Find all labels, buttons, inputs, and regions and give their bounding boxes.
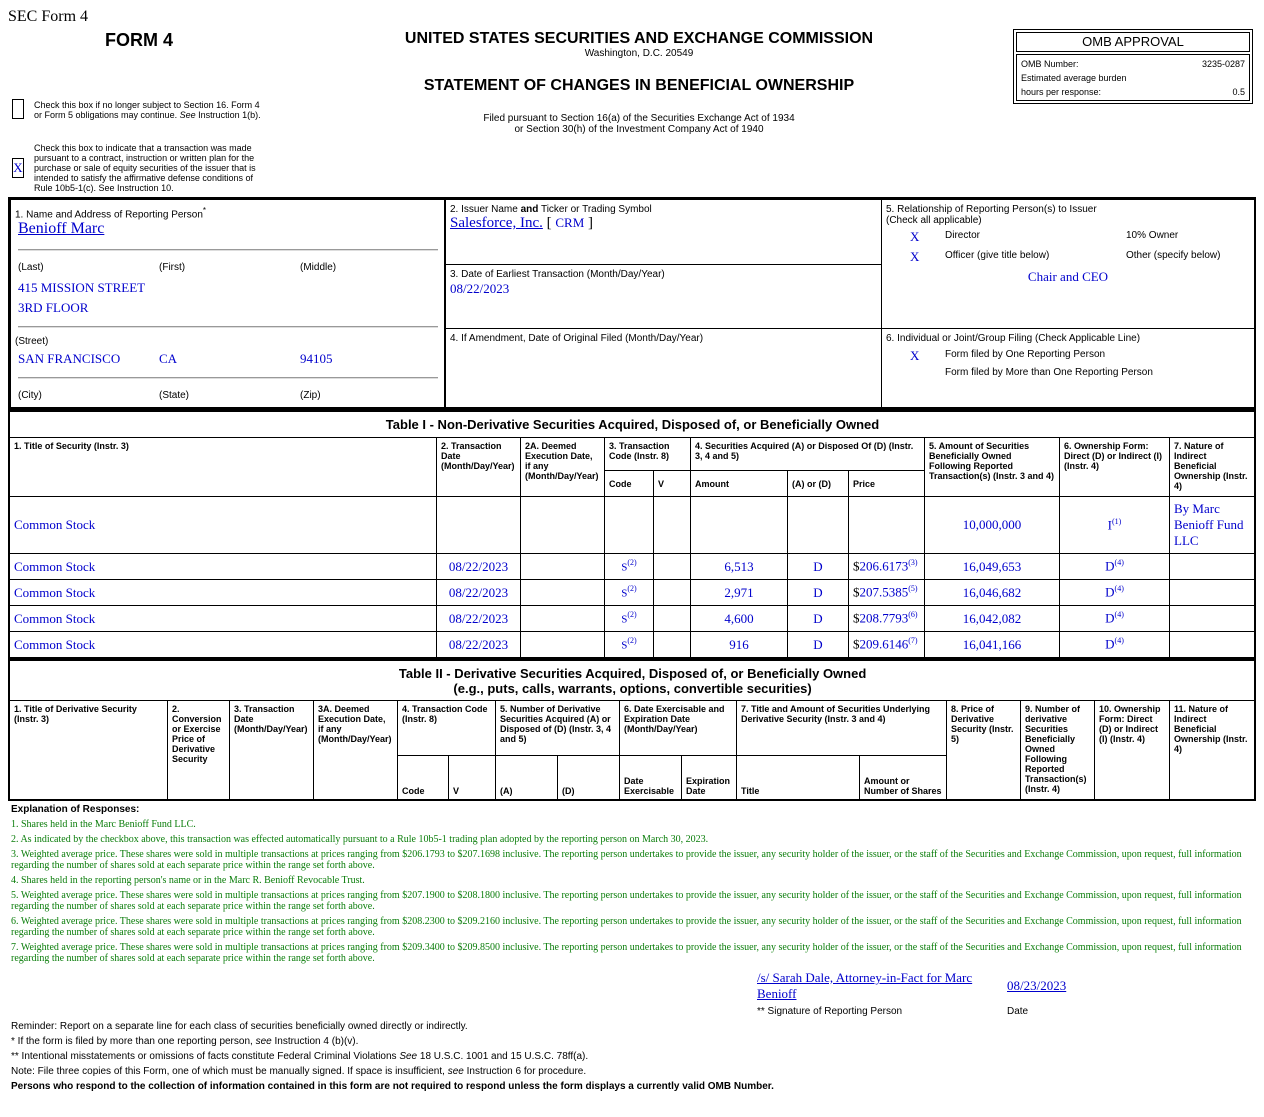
v-flag xyxy=(654,497,691,554)
note-misstatements: ** Intentional misstatements or omissions of facts constitute Federal Criminal Violations See 18 U.S.C. 1001 and 15 U.S.C. 78ff(a). xyxy=(11,1051,589,1062)
section16-checkbox[interactable] xyxy=(12,99,24,119)
note-multiple-persons: * If the form is filed by more than one reporting person, see Instruction 4 (b)(v). xyxy=(11,1036,359,1047)
deemed-date xyxy=(521,606,605,632)
signature-date-link[interactable]: 08/23/2023 xyxy=(1007,978,1067,993)
footnote-2: 2. As indicated by the checkbox above, this transaction was effected automatically pursuant to a Rule 10b5-1 trading plan adopted by the reporting person on March 30, 2023. xyxy=(11,834,709,845)
issuer-name-link[interactable]: Salesforce, Inc. xyxy=(450,215,543,231)
transaction-code: $S^{(2)}$ xyxy=(605,632,654,658)
note-copies: Note: File three copies of this Form, one of which must be manually signed. If space is insufficient, see Instruction 6 for procedure. xyxy=(11,1066,587,1077)
owned-after: 16,041,166 xyxy=(925,632,1060,658)
table1-title: Table I - Non-Derivative Securities Acquired, Disposed of, or Beneficially Owned xyxy=(10,412,1256,438)
t1-h-date: 2. Transaction Date (Month/Day/Year) xyxy=(437,438,521,497)
box5-relationship xyxy=(881,199,1255,329)
table2-derivative xyxy=(9,660,1256,800)
transaction-date xyxy=(437,497,521,554)
section16-text: Check this box if no longer subject to Section 16. Form 4 or Form 5 obligations may continue. See Instruction 1(b). xyxy=(34,100,261,120)
v-flag xyxy=(654,554,691,580)
acquired-or-disposed: D xyxy=(788,632,849,658)
t2-h-nature: 11. Nature of Indirect Beneficial Ownership (Instr. 4) xyxy=(1170,701,1256,800)
agency-location: Washington, D.C. 20549 xyxy=(584,48,694,59)
box2-issuer xyxy=(445,199,882,265)
state-label: (State) xyxy=(159,390,190,401)
transaction-code: $S^{(2)}$ xyxy=(605,580,654,606)
footnote-4: 4. Shares held in the reporting person's name or in the Marc R. Benioff Revocable Trust. xyxy=(11,875,365,886)
box3-label: 3. Date of Earliest Transaction (Month/Day/Year) xyxy=(450,269,665,280)
table2-title: Table II - Derivative Securities Acquired, Disposed of, or Beneficially Owned (e.g., puts, calls, warrants, options, convertible securities) xyxy=(10,661,1256,701)
nature-of-ownership xyxy=(1170,580,1256,606)
amount: 916 xyxy=(691,632,788,658)
t2-h-conversion: 2. Conversion or Exercise Price of Derivative Security xyxy=(168,701,230,800)
t2-h-owned: 9. Number of derivative Securities Beneficially Owned Following Reported Transaction(s) (Instr. 4) xyxy=(1021,701,1095,800)
footnote-5: 5. Weighted average price. These shares were sold in multiple transactions at prices ranging from $207.1900 to $208.1800 inclusive. The reporting person undertakes to provide the issuer, any security holder of the issuer, or the staff of the Securities and Exchange Commission, upon request, full information regarding the number of shares sold at each separate price within the range set forth above. xyxy=(11,890,1242,912)
security-title: Common Stock xyxy=(10,580,437,606)
t2-h-title-sub: Title xyxy=(737,756,860,800)
t2-h-price: 8. Price of Derivative Security (Instr. 5) xyxy=(947,701,1021,800)
owned-after: 16,049,653 xyxy=(925,554,1060,580)
zip-label: (Zip) xyxy=(300,390,321,401)
t2-h-d-sub: (D) xyxy=(558,756,620,800)
box5-label: 5. Relationship of Reporting Person(s) to Issuer (Check all applicable) xyxy=(886,204,1097,226)
t2-h-date: 3. Transaction Date (Month/Day/Year) xyxy=(230,701,314,800)
transaction-date: 08/22/2023 xyxy=(437,580,521,606)
v-flag xyxy=(654,606,691,632)
transaction-date: 08/22/2023 xyxy=(437,632,521,658)
t1-h-code: 3. Transaction Code (Instr. 8) xyxy=(605,438,691,471)
t1-h-deemed: 2A. Deemed Execution Date, if any (Month/Day/Year) xyxy=(521,438,605,497)
security-title: Common Stock xyxy=(10,632,437,658)
box4-amendment xyxy=(445,328,882,408)
omb-burden: 0.5 xyxy=(1232,87,1245,97)
price: $208.7793$^{(6)}$ xyxy=(849,606,925,632)
omb-approval-box xyxy=(1013,29,1253,104)
city-label: (City) xyxy=(18,390,42,401)
t2-h-amount-sub: Amount or Number of Shares xyxy=(860,756,947,800)
security-title: Common Stock xyxy=(10,497,437,554)
signature-link[interactable]: /s/ Sarah Dale, Attorney-in-Fact for Marc Benioff xyxy=(757,970,973,1001)
amount: 4,600 xyxy=(691,606,788,632)
t2-h-title: 1. Title of Derivative Security (Instr. 3) xyxy=(10,701,168,800)
acquired-or-disposed: D xyxy=(788,580,849,606)
t1-h-code-sub: Code xyxy=(605,471,654,497)
v-flag xyxy=(654,632,691,658)
owned-after: 16,042,082 xyxy=(925,606,1060,632)
ten-percent-owner-label: 10% Owner xyxy=(1126,230,1179,241)
omb-burden-label2: hours per response: xyxy=(1021,87,1102,97)
price: $209.6146$^{(7)}$ xyxy=(849,632,925,658)
table-row xyxy=(10,632,1256,658)
omb-number: 3235-0287 xyxy=(1201,59,1245,69)
footnote-6: 6. Weighted average price. These shares were sold in multiple transactions at prices ranging from $208.2300 to $209.2160 inclusive. The reporting person undertakes to provide the issuer, any security holder of the issuer, or the staff of the Securities and Exchange Commission, upon request, full information regarding the number of shares sold at each separate price within the range set forth above. xyxy=(11,916,1242,938)
nature-of-ownership: By Marc Benioff Fund LLC xyxy=(1170,497,1256,554)
omb-details xyxy=(1016,54,1250,101)
street-line2: 3RD FLOOR xyxy=(18,300,89,315)
more-persons-label: Form filed by More than One Reporting Person xyxy=(945,367,1153,378)
footnote-3: 3. Weighted average price. These shares were sold in multiple transactions at prices ranging from $206.1793 to $207.1698 inclusive. The reporting person undertakes to provide the issuer, any security holder of the issuer, or the staff of the Securities and Exchange Commission, upon request, full information regarding the number of shares sold at each separate price within the range set forth above. xyxy=(11,849,1242,871)
box6-filing xyxy=(881,328,1255,408)
t2-h-v-sub: V xyxy=(449,756,496,800)
earliest-transaction-date: 08/22/2023 xyxy=(450,281,510,296)
zip-value: 94105 xyxy=(300,351,333,366)
one-person-label: Form filed by One Reporting Person xyxy=(945,349,1106,360)
sec-form-label: SEC Form 4 xyxy=(8,8,89,25)
t1-h-v-sub: V xyxy=(654,471,691,497)
t1-h-price-sub: Price xyxy=(849,471,925,497)
explanation-title: Explanation of Responses: xyxy=(11,804,140,815)
form-title: FORM 4 xyxy=(105,30,174,50)
t2-h-a-sub: (A) xyxy=(496,756,558,800)
t2-h-code: 4. Transaction Code (Instr. 8) xyxy=(398,701,496,756)
rule10b5-text: Check this box to indicate that a transaction was made pursuant to a contract, instruction or written plan for the purchase or sale of equity securities of the issuer that is intended to satisfy the affirmative defense conditions of Rule 10b5-1(c). See Instruction 10. xyxy=(34,143,256,193)
ownership-form: $D^{(4)}$ xyxy=(1060,606,1170,632)
security-title: Common Stock xyxy=(10,606,437,632)
price: $207.5385$^{(5)}$ xyxy=(849,580,925,606)
t1-h-aord-sub: (A) or (D) xyxy=(788,471,849,497)
t2-h-expiration-sub: Expiration Date xyxy=(682,756,737,800)
transaction-code xyxy=(605,497,654,554)
deemed-date xyxy=(521,632,605,658)
t1-h-title: 1. Title of Security (Instr. 3) xyxy=(10,438,437,497)
transaction-code: $S^{(2)}$ xyxy=(605,554,654,580)
nature-of-ownership xyxy=(1170,554,1256,580)
note-omb: Persons who respond to the collection of information contained in this form are not required to respond unless the form displays a currently valid OMB Number. xyxy=(11,1081,774,1092)
deemed-date xyxy=(521,497,605,554)
table-row xyxy=(10,554,1256,580)
t1-h-owned: 5. Amount of Securities Beneficially Owned Following Reported Transaction(s) (Instr. 3 and 4) xyxy=(925,438,1060,497)
officer-label: Officer (give title below) xyxy=(945,250,1050,261)
ownership-form: $D^{(4)}$ xyxy=(1060,554,1170,580)
deemed-date xyxy=(521,554,605,580)
footnote-7: 7. Weighted average price. These shares were sold in multiple transactions at prices ranging from $209.3400 to $209.8500 inclusive. The reporting person undertakes to provide the issuer, any security holder of the issuer, or the staff of the Securities and Exchange Commission, upon request, full information regarding the number of shares sold at each separate price within the range set forth above. xyxy=(11,942,1242,964)
filed-pursuant-line2: or Section 30(h) of the Investment Company Act of 1940 xyxy=(514,124,764,135)
v-flag xyxy=(654,580,691,606)
box1-label: 1. Name and Address of Reporting Person* xyxy=(15,206,207,221)
omb-approval-title: OMB APPROVAL xyxy=(1016,32,1250,52)
amount: 2,971 xyxy=(691,580,788,606)
footnote-1: 1. Shares held in the Marc Benioff Fund LLC. xyxy=(11,819,196,830)
middle-label: (Middle) xyxy=(300,262,337,273)
t2-h-underlying: 7. Title and Amount of Securities Underlying Derivative Security (Instr. 3 and 4) xyxy=(737,701,947,756)
director-mark[interactable]: X xyxy=(910,229,920,244)
t2-h-exercisable: 6. Date Exercisable and Expiration Date (Month/Day/Year) xyxy=(620,701,737,756)
last-label: (Last) xyxy=(18,262,44,273)
acquired-or-disposed xyxy=(788,497,849,554)
divider xyxy=(18,326,438,328)
first-label: (First) xyxy=(159,262,186,273)
t2-h-form: 10. Ownership Form: Direct (D) or Indirect (I) (Instr. 4) xyxy=(1095,701,1170,800)
officer-mark[interactable]: X xyxy=(910,249,920,264)
transaction-date: 08/22/2023 xyxy=(437,554,521,580)
ownership-form: $D^{(4)}$ xyxy=(1060,632,1170,658)
t1-h-form: 6. Ownership Form: Direct (D) or Indirect (I) (Instr. 4) xyxy=(1060,438,1170,497)
acquired-or-disposed: D xyxy=(788,606,849,632)
t1-h-amount-sub: Amount xyxy=(691,471,788,497)
transaction-code: $S^{(2)}$ xyxy=(605,606,654,632)
transaction-date: 08/22/2023 xyxy=(437,606,521,632)
amount: 6,513 xyxy=(691,554,788,580)
reminder-note: Reminder: Report on a separate line for each class of securities beneficially owned directly or indirectly. xyxy=(11,1021,468,1032)
owned-after: 16,046,682 xyxy=(925,580,1060,606)
box6-label: 6. Individual or Joint/Group Filing (Check Applicable Line) xyxy=(886,333,1141,344)
security-title: Common Stock xyxy=(10,554,437,580)
other-label: Other (specify below) xyxy=(1126,250,1221,261)
signature-label: ** Signature of Reporting Person xyxy=(757,1006,903,1017)
t2-h-exercisable-sub: Date Exercisable xyxy=(620,756,682,800)
reporting-person-name-link[interactable]: Benioff Marc xyxy=(18,220,105,237)
t2-h-deemed: 3A. Deemed Execution Date, if any (Month/Day/Year) xyxy=(314,701,398,800)
table-row xyxy=(10,580,1256,606)
divider xyxy=(18,377,438,379)
table-row xyxy=(10,606,1256,632)
date-label: Date xyxy=(1007,1006,1029,1017)
ownership-form: $D^{(4)}$ xyxy=(1060,580,1170,606)
t1-h-nature: 7. Nature of Indirect Beneficial Ownership (Instr. 4) xyxy=(1170,438,1256,497)
nature-of-ownership xyxy=(1170,632,1256,658)
amount xyxy=(691,497,788,554)
price xyxy=(849,497,925,554)
rule10b5-checkbox[interactable]: X xyxy=(12,158,24,178)
divider xyxy=(18,249,438,251)
city-value: SAN FRANCISCO xyxy=(18,351,121,366)
state-value: CA xyxy=(159,351,178,366)
agency-title: UNITED STATES SECURITIES AND EXCHANGE COMMISSION xyxy=(404,30,874,47)
one-person-mark[interactable]: X xyxy=(910,348,920,363)
ownership-form: $I^{(1)}$ xyxy=(1060,497,1170,554)
box1-reporting-person xyxy=(10,199,445,408)
acquired-or-disposed: D xyxy=(788,554,849,580)
owned-after: 10,000,000 xyxy=(925,497,1060,554)
omb-number-label: OMB Number: xyxy=(1021,59,1079,69)
box4-label: 4. If Amendment, Date of Original Filed (Month/Day/Year) xyxy=(450,333,704,344)
filed-pursuant-line1: Filed pursuant to Section 16(a) of the Securities Exchange Act of 1934 xyxy=(483,113,795,124)
street-label: (Street) xyxy=(15,336,49,347)
issuer-line: Salesforce, Inc. [ CRM ] xyxy=(450,215,594,231)
statement-title: STATEMENT OF CHANGES IN BENEFICIAL OWNERSHIP xyxy=(423,77,855,94)
omb-burden-label1: Estimated average burden xyxy=(1021,73,1127,83)
t2-h-number: 5. Number of Derivative Securities Acquired (A) or Disposed of (D) (Instr. 3, 4 and 5) xyxy=(496,701,620,756)
ticker-symbol: CRM xyxy=(555,215,585,230)
street-line1: 415 MISSION STREET xyxy=(18,280,146,295)
t2-h-code-sub: Code xyxy=(398,756,449,800)
table-row xyxy=(10,497,1256,554)
table1-non-derivative xyxy=(9,411,1256,658)
deemed-date xyxy=(521,580,605,606)
director-label: Director xyxy=(945,230,981,241)
nature-of-ownership xyxy=(1170,606,1256,632)
officer-title: Chair and CEO xyxy=(1027,269,1109,284)
price: $206.6173$^{(3)}$ xyxy=(849,554,925,580)
box3-earliest-date xyxy=(445,264,882,329)
t1-h-acquired: 4. Securities Acquired (A) or Disposed Of (D) (Instr. 3, 4 and 5) xyxy=(691,438,925,471)
box2-label: 2. Issuer Name and Ticker or Trading Symbol xyxy=(450,204,652,215)
